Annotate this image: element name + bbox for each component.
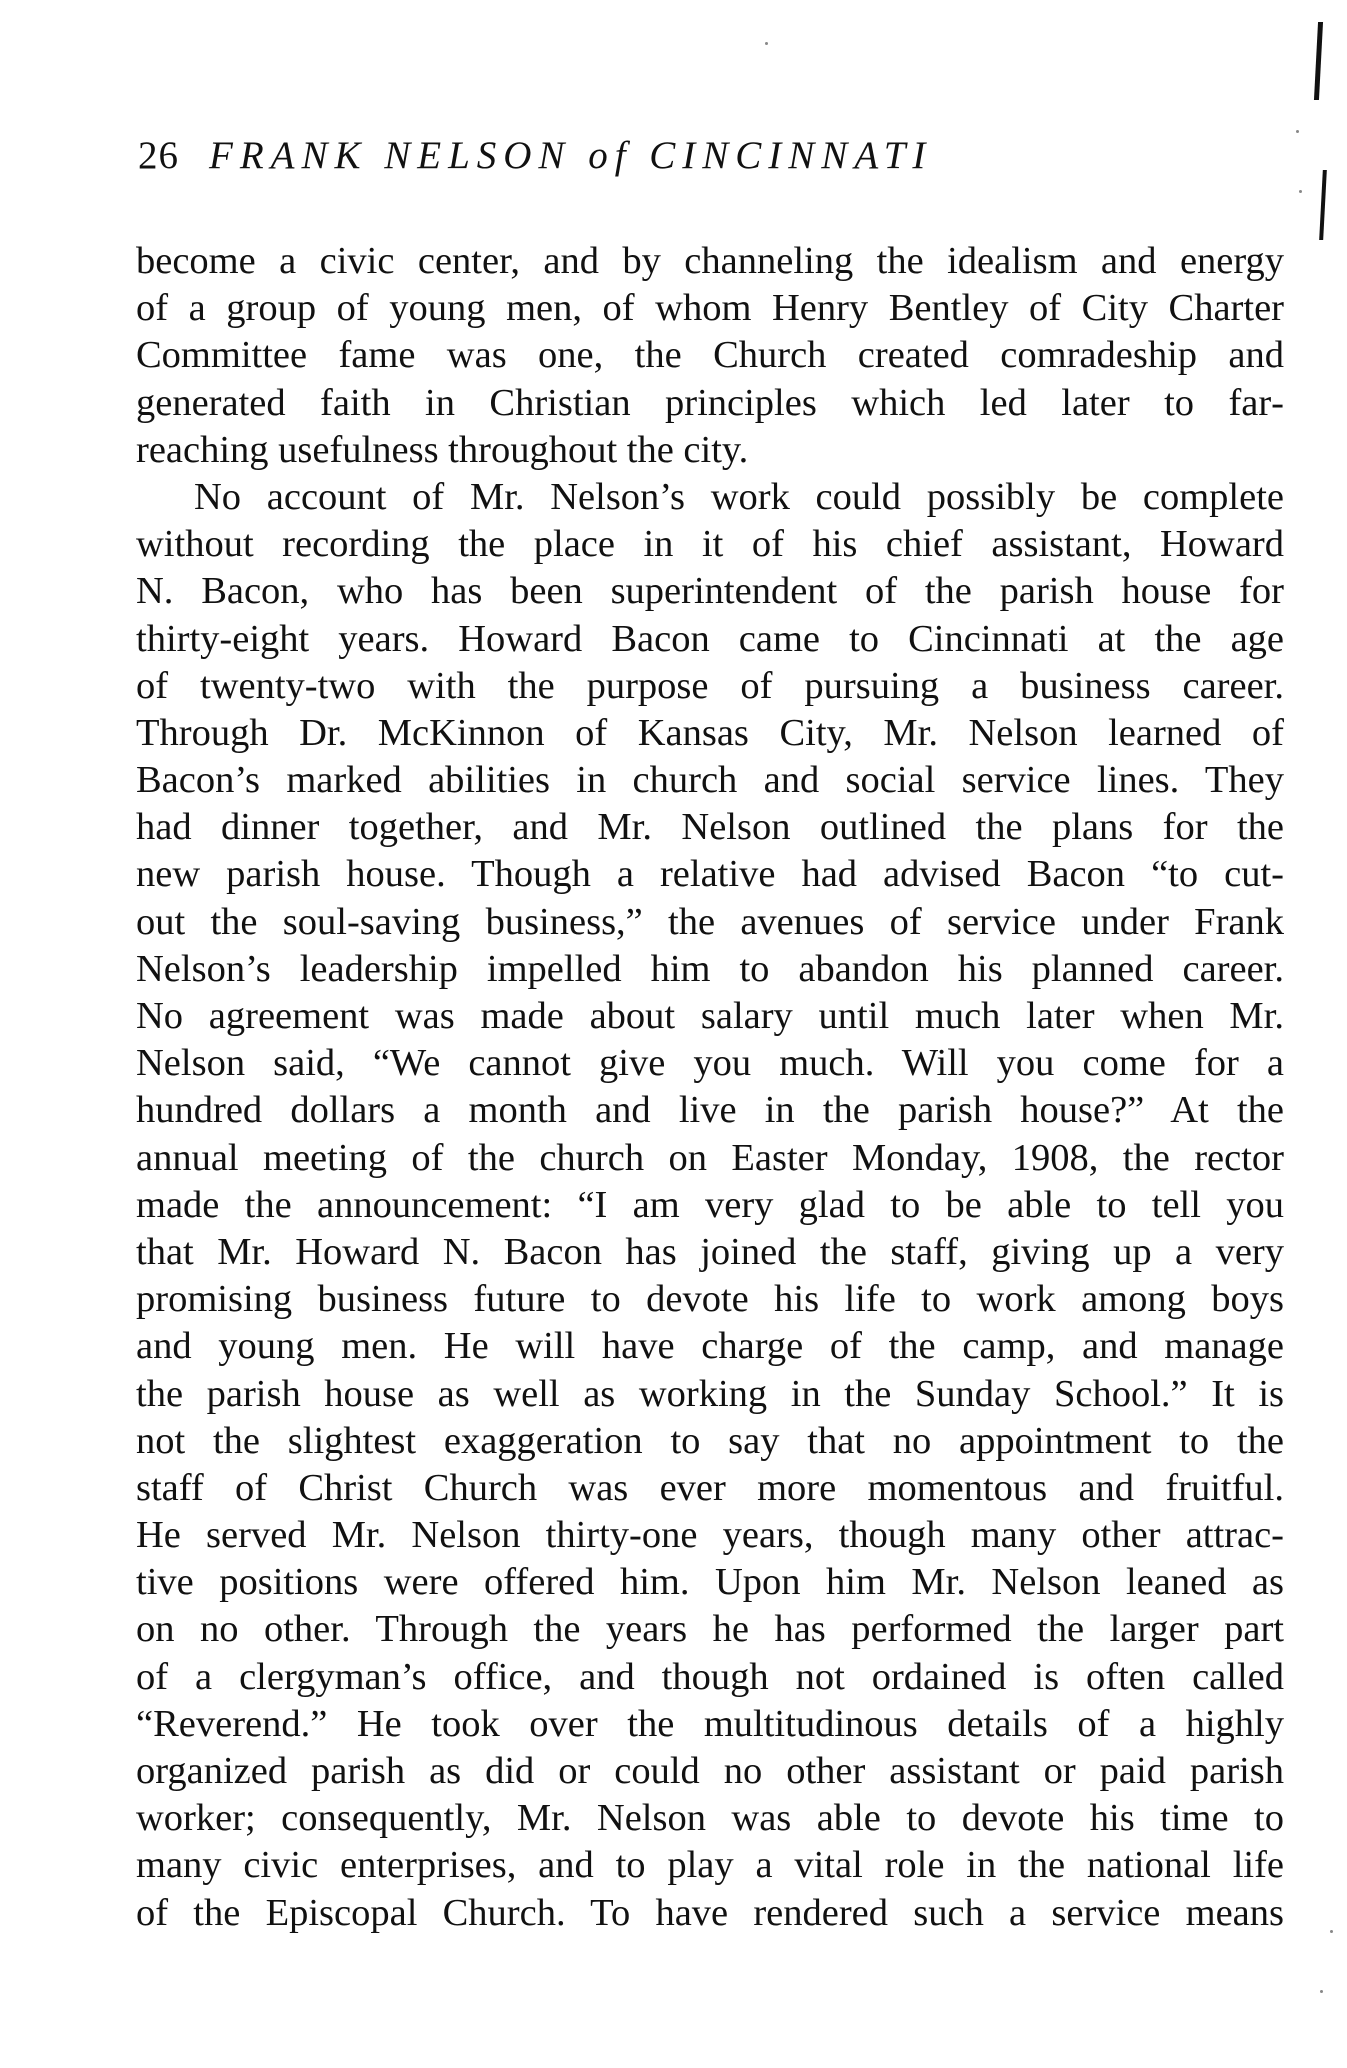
text-line: without recording the place in it of his chief assistant, Howard bbox=[136, 523, 1284, 566]
text-line: N. Bacon, who has been superintendent of the parish house for bbox=[136, 570, 1284, 613]
text-line: No agreement was made about salary until much later when Mr. bbox=[136, 995, 1284, 1037]
text-line: had dinner together, and Mr. Nelson outlined the plans for the bbox=[136, 806, 1284, 849]
text-line: thirty‑eight years. Howard Bacon came to Cincinnati at the age bbox=[136, 617, 1284, 660]
text-line: of a group of young men, of whom Henry Bentley of City Charter bbox=[136, 287, 1284, 330]
text-line: not the slightest exaggeration to say that no appointment to the bbox=[136, 1419, 1284, 1462]
text-line: generated faith in Christian principles which led later to far‑ bbox=[136, 381, 1284, 424]
scan-speck bbox=[1330, 1930, 1333, 1933]
text-line: “Reverend.” He took over the multitudinous details of a highly bbox=[136, 1702, 1284, 1745]
page-header bbox=[138, 128, 1288, 184]
page-number: 26 bbox=[138, 134, 179, 177]
scan-speck bbox=[1296, 130, 1299, 133]
text-line: He served Mr. Nelson thirty‑one years, though many other attrac‑ bbox=[136, 1514, 1284, 1557]
scan-speck bbox=[1320, 1990, 1323, 1993]
text-line: of a clergyman’s office, and though not ordained is often called bbox=[136, 1655, 1284, 1698]
scan-speck bbox=[765, 42, 768, 45]
text-line: staff of Christ Church was ever more momentous and fruitful. bbox=[136, 1466, 1284, 1509]
text-line: tive positions were offered him. Upon him Mr. Nelson leaned as bbox=[136, 1561, 1284, 1604]
text-line: made the announcement: “I am very glad to be able to tell you bbox=[136, 1183, 1284, 1226]
text-line: many civic enterprises, and to play a vital role in the national life bbox=[136, 1844, 1284, 1887]
text-line: new parish house. Though a relative had advised Bacon “to cut‑ bbox=[136, 853, 1284, 896]
text-line: worker; consequently, Mr. Nelson was able to devote his time to bbox=[136, 1797, 1284, 1840]
text-line: Committee fame was one, the Church created comradeship and bbox=[136, 334, 1284, 377]
text-line: on no other. Through the years he has performed the larger part bbox=[136, 1608, 1284, 1651]
text-line: No account of Mr. Nelson’s work could possibly be complete bbox=[194, 475, 1284, 518]
text-line: hundred dollars a month and live in the parish house?” At the bbox=[136, 1089, 1284, 1132]
text-line: Through Dr. McKinnon of Kansas City, Mr. Nelson learned of bbox=[136, 711, 1284, 754]
running-title: FRANK NELSON of CINCINNATI bbox=[209, 134, 933, 177]
text-line: and young men. He will have charge of the camp, and manage bbox=[136, 1325, 1284, 1368]
text-line: out the soul‑saving business,” the avenues of service under Frank bbox=[136, 900, 1284, 943]
scan-speck bbox=[1299, 190, 1302, 193]
text-line: promising business future to devote his life to work among boys bbox=[136, 1278, 1284, 1321]
text-line: of the Episcopal Church. To have rendered such a service means bbox=[136, 1891, 1284, 1934]
text-line: that Mr. Howard N. Bacon has joined the staff, giving up a very bbox=[136, 1230, 1284, 1273]
text-line: reaching usefulness throughout the city. bbox=[136, 428, 749, 471]
text-line: the parish house as well as working in the Sunday School.” It is bbox=[136, 1372, 1284, 1415]
scan-edge-mark bbox=[1314, 22, 1323, 100]
text-line: organized parish as did or could no other assistant or paid parish bbox=[136, 1750, 1284, 1792]
text-line: annual meeting of the church on Easter Monday, 1908, the rector bbox=[136, 1136, 1284, 1179]
text-line: Bacon’s marked abilities in church and social service lines. They bbox=[136, 759, 1284, 802]
text-line: become a civic center, and by channeling the idealism and energy bbox=[136, 240, 1284, 282]
text-line: Nelson said, “We cannot give you much. Will you come for a bbox=[136, 1042, 1284, 1085]
scan-edge-mark bbox=[1319, 170, 1327, 240]
text-line: of twenty‑two with the purpose of pursuing a business career. bbox=[136, 664, 1284, 707]
text-line: Nelson’s leadership impelled him to abandon his planned career. bbox=[136, 947, 1284, 990]
body-text bbox=[136, 238, 1284, 1937]
